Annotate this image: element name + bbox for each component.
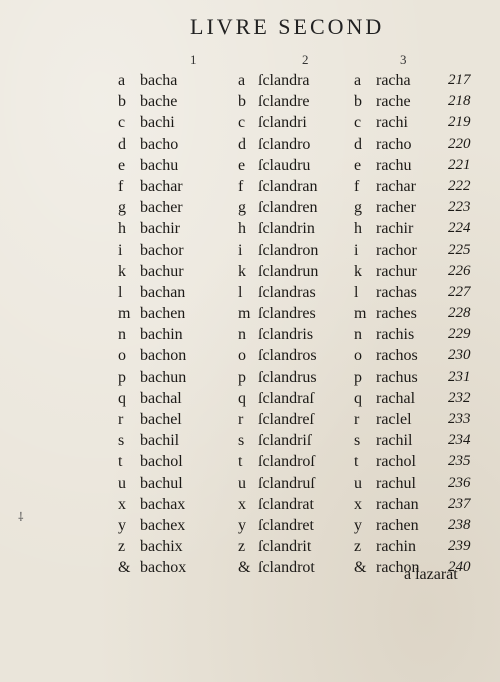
entry-number: 219	[448, 114, 471, 131]
entry-number: 220	[448, 135, 471, 152]
word-col1: bachan	[140, 283, 186, 301]
word-col2: ſclandroſ	[258, 453, 315, 471]
letter-col2: x	[238, 495, 246, 513]
word-col2: ſclandri	[258, 114, 307, 132]
word-col1: bachel	[140, 411, 182, 428]
letter-col3: m	[354, 305, 367, 323]
letter-col1: s	[118, 432, 125, 450]
entry-number: 223	[448, 199, 471, 216]
letter-col3: b	[354, 93, 362, 111]
letter-col2: z	[238, 538, 246, 556]
word-col1: bachix	[140, 538, 183, 556]
letter-col1: f	[118, 177, 124, 195]
letter-col3: z	[354, 538, 362, 556]
letter-col2: u	[238, 474, 246, 492]
word-col3: rachur	[376, 262, 417, 280]
column-number-3: 3	[400, 52, 407, 67]
entry-number: 240	[448, 559, 471, 576]
letter-col2: e	[238, 156, 246, 174]
word-col3: rachos	[376, 347, 418, 365]
word-col1: bachil	[140, 432, 180, 450]
word-col1: bachex	[140, 516, 186, 534]
letter-col1: &	[118, 559, 131, 577]
letter-col3: g	[354, 199, 362, 217]
letter-col1: r	[118, 411, 124, 428]
letter-col3: &	[354, 559, 367, 577]
word-col2: ſclandran	[258, 177, 318, 195]
entry-number: 233	[448, 411, 471, 427]
entry-number: 238	[448, 516, 471, 533]
word-col1: bacha	[140, 72, 178, 89]
entry-number: 225	[448, 241, 471, 258]
letter-col2: p	[238, 368, 246, 386]
catchword: a lazarat	[404, 566, 458, 583]
letter-col3: r	[354, 411, 360, 428]
word-col3: raclel	[376, 411, 412, 428]
letter-col3: u	[354, 474, 362, 492]
letter-col2: &	[238, 559, 251, 577]
letter-col2: g	[238, 199, 246, 217]
letter-col3: p	[354, 368, 362, 386]
letter-col1: a	[118, 72, 126, 89]
entry-number: 217	[448, 72, 471, 88]
word-col2: ſclandrot	[258, 559, 315, 577]
letter-col3: n	[354, 326, 362, 344]
entry-number: 228	[448, 305, 471, 322]
word-col2: ſclandrat	[258, 495, 314, 513]
letter-col1: e	[118, 156, 126, 174]
word-col3: raches	[376, 305, 417, 323]
letter-col2: n	[238, 326, 246, 344]
word-col3: rachor	[376, 241, 417, 259]
word-col2: ſclandret	[258, 516, 314, 534]
letter-col3: o	[354, 347, 362, 365]
word-col1: bache	[140, 93, 178, 111]
word-col1: bachal	[140, 389, 182, 407]
word-col3: rachol	[376, 453, 416, 471]
word-col2: ſclandro	[258, 135, 311, 153]
letter-col1: c	[118, 114, 126, 132]
word-col3: rachar	[376, 177, 416, 195]
word-col2: ſclandrit	[258, 538, 312, 556]
word-col3: rachas	[376, 283, 417, 301]
word-col3: rachan	[376, 495, 419, 513]
entry-number: 226	[448, 262, 471, 279]
word-col1: bachen	[140, 305, 186, 323]
letter-col1: h	[118, 220, 126, 238]
letter-col3: x	[354, 495, 362, 513]
column-number-2: 2	[302, 52, 309, 67]
word-col2: ſclandres	[258, 305, 316, 323]
word-col3: rachil	[376, 432, 413, 450]
word-col1: bachi	[140, 114, 175, 132]
letter-col3: a	[354, 72, 362, 89]
letter-col1: p	[118, 368, 126, 386]
entry-number: 227	[448, 283, 471, 300]
letter-col3: l	[354, 283, 359, 301]
letter-col2: s	[238, 432, 245, 450]
word-col1: bachon	[140, 347, 187, 365]
word-col2: ſclandriſ	[258, 432, 312, 450]
letter-col2: f	[238, 177, 244, 195]
entry-number: 237	[448, 495, 471, 512]
letter-col1: t	[118, 453, 123, 471]
word-col1: bachir	[140, 220, 180, 238]
letter-col3: k	[354, 262, 362, 280]
word-col2: ſclandros	[258, 347, 317, 365]
entry-number: 224	[448, 220, 471, 237]
entry-number: 236	[448, 474, 471, 491]
word-col2: ſclandren	[258, 199, 318, 217]
entry-number: 234	[448, 432, 471, 449]
word-col1: bachun	[140, 368, 187, 386]
letter-col3: y	[354, 516, 362, 534]
letter-col1: o	[118, 347, 126, 365]
letter-col1: g	[118, 199, 126, 217]
page-speck-mark: ⸸	[18, 510, 24, 524]
word-col1: bachax	[140, 495, 186, 513]
word-col1: bachul	[140, 474, 183, 492]
word-col3: rachin	[376, 538, 416, 556]
entry-number: 239	[448, 538, 471, 555]
letter-col1: d	[118, 135, 126, 153]
entry-number: 221	[448, 156, 471, 173]
letter-col2: b	[238, 93, 246, 111]
letter-col1: x	[118, 495, 126, 513]
word-col2: ſclandris	[258, 326, 314, 344]
word-col1: bachox	[140, 559, 187, 577]
letter-col3: i	[354, 241, 359, 259]
letter-col3: d	[354, 135, 362, 153]
letter-col1: u	[118, 474, 126, 492]
letter-col2: t	[238, 453, 243, 471]
column-number-1: 1	[190, 52, 197, 67]
word-col1: bachol	[140, 453, 183, 471]
entry-number: 222	[448, 177, 471, 194]
word-col2: ſclandra	[258, 72, 310, 89]
letter-col2: y	[238, 516, 246, 534]
letter-col3: t	[354, 453, 359, 471]
letter-col1: y	[118, 516, 126, 534]
letter-col3: e	[354, 156, 362, 174]
letter-col1: i	[118, 241, 123, 259]
word-col3: rachu	[376, 156, 412, 174]
entry-number: 218	[448, 93, 471, 110]
word-col1: bachur	[140, 262, 184, 280]
letter-col2: d	[238, 135, 246, 153]
word-col3: rachi	[376, 114, 408, 132]
word-col3: rachis	[376, 326, 415, 344]
entry-number: 235	[448, 453, 471, 470]
word-col1: bachor	[140, 241, 184, 259]
letter-col2: r	[238, 411, 244, 428]
word-col3: racher	[376, 199, 416, 217]
word-col2: ſclandrin	[258, 220, 315, 238]
letter-col2: k	[238, 262, 246, 280]
word-col3: racha	[376, 72, 411, 89]
letter-col1: b	[118, 93, 126, 111]
letter-col2: i	[238, 241, 243, 259]
word-col1: bachu	[140, 156, 179, 174]
word-col2: ſclandruſ	[258, 474, 315, 492]
word-col3: rachon	[376, 559, 420, 577]
word-col1: bacher	[140, 199, 183, 217]
word-col3: rachus	[376, 368, 418, 386]
word-col3: rachul	[376, 474, 416, 492]
letter-col1: n	[118, 326, 126, 344]
entry-number: 232	[448, 389, 471, 406]
letter-col2: m	[238, 305, 251, 323]
letter-col3: h	[354, 220, 362, 238]
word-col2: ſclandreſ	[258, 411, 314, 428]
letter-col2: q	[238, 389, 246, 407]
letter-col1: l	[118, 283, 123, 301]
word-col2: ſclandron	[258, 241, 319, 259]
letter-col2: l	[238, 283, 243, 301]
word-col3: rachen	[376, 516, 419, 534]
letter-col2: a	[238, 72, 246, 89]
word-col2: ſclaudru	[258, 156, 311, 174]
word-col2: ſclandrun	[258, 262, 319, 280]
word-col2: ſclandrus	[258, 368, 317, 386]
entry-number: 231	[448, 368, 471, 385]
word-col3: racho	[376, 135, 412, 153]
letter-col2: h	[238, 220, 246, 238]
word-col3: rache	[376, 93, 411, 111]
word-col3: rachir	[376, 220, 414, 238]
letter-col1: m	[118, 305, 131, 323]
word-col2: ſclandraſ	[258, 389, 314, 407]
word-col2: ſclandras	[258, 283, 316, 301]
entry-number: 229	[448, 326, 471, 343]
page-header: LIVRE SECOND	[190, 14, 385, 39]
letter-col3: q	[354, 389, 362, 407]
entry-number: 230	[448, 347, 471, 364]
letter-col3: s	[354, 432, 361, 450]
word-col1: bachar	[140, 177, 183, 195]
letter-col2: c	[238, 114, 246, 132]
word-col1: bacho	[140, 135, 179, 153]
letter-col1: z	[118, 538, 126, 556]
letter-col2: o	[238, 347, 246, 365]
letter-col1: k	[118, 262, 126, 280]
letter-col3: c	[354, 114, 362, 132]
letter-col1: q	[118, 389, 126, 407]
word-col1: bachin	[140, 326, 183, 344]
word-col3: rachal	[376, 389, 416, 407]
letter-col3: f	[354, 177, 360, 195]
word-col2: ſclandre	[258, 93, 310, 111]
